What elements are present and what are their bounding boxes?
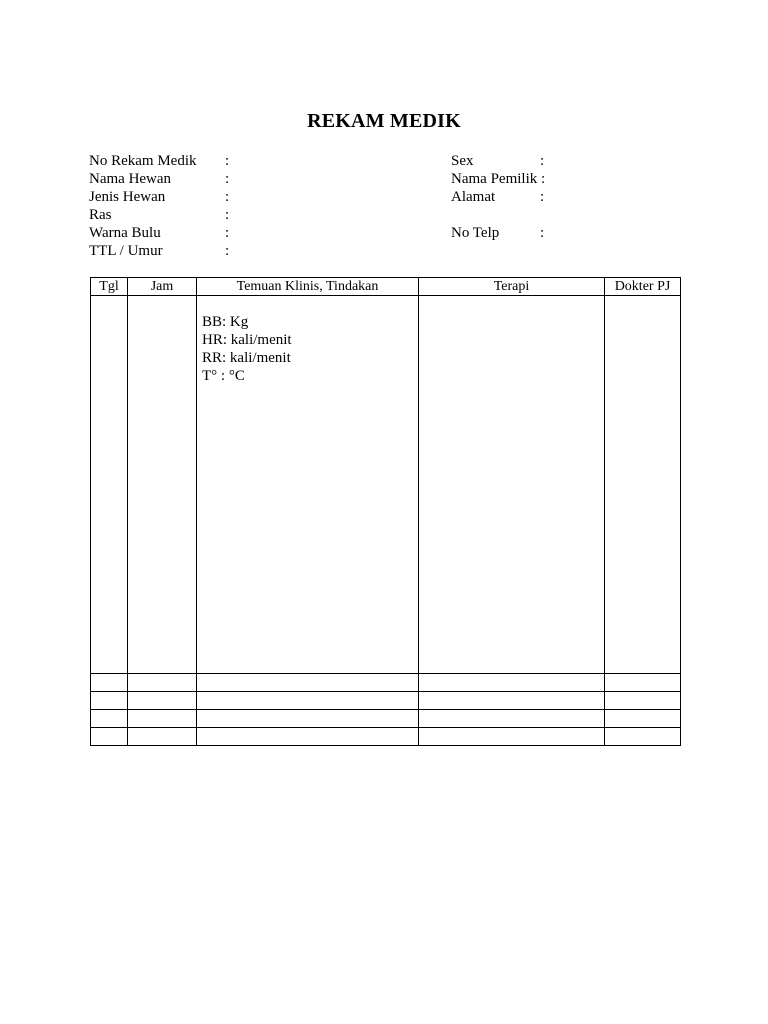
cell-tgl[interactable]: [91, 674, 128, 692]
cell-dokter-pj[interactable]: [605, 728, 681, 746]
colon-warna-bulu: :: [225, 225, 230, 241]
label-alamat: Alamat: [451, 189, 496, 205]
colon-nama-hewan: :: [225, 171, 230, 187]
cell-tgl[interactable]: [91, 692, 128, 710]
cell-terapi[interactable]: [419, 296, 605, 674]
cell-temuan-klinis[interactable]: [197, 710, 419, 728]
vitals-list: [197, 296, 418, 385]
table-row: [91, 296, 681, 674]
cell-jam[interactable]: [128, 296, 197, 674]
table-row: [91, 674, 681, 692]
label-warna-bulu: Warna Bulu: [89, 225, 161, 241]
cell-terapi[interactable]: [419, 674, 605, 692]
label-nama-pemilik: Nama Pemilik :: [451, 171, 546, 187]
cell-terapi[interactable]: [419, 692, 605, 710]
colon-no-rekam-medik: :: [225, 153, 230, 169]
cell-temuan-klinis[interactable]: [197, 674, 419, 692]
cell-temuan-klinis[interactable]: [197, 692, 419, 710]
label-nama-hewan: Nama Hewan: [89, 171, 172, 187]
header-dokter-pj: Dokter PJ: [605, 278, 681, 296]
cell-terapi[interactable]: [419, 710, 605, 728]
vital-temperature: T° : °C: [202, 368, 245, 384]
table-row: [91, 692, 681, 710]
header-tgl: Tgl: [91, 278, 128, 296]
label-sex: Sex: [451, 153, 474, 169]
colon-no-telp: :: [540, 225, 545, 241]
cell-dokter-pj[interactable]: [605, 692, 681, 710]
label-no-rekam-medik: No Rekam Medik: [89, 153, 197, 169]
cell-jam[interactable]: [128, 710, 197, 728]
vital-hr: HR: kali/menit: [202, 332, 292, 348]
cell-jam[interactable]: [128, 674, 197, 692]
header-terapi: Terapi: [419, 278, 605, 296]
cell-jam[interactable]: [128, 728, 197, 746]
vital-bb: BB: Kg: [202, 314, 249, 330]
cell-terapi[interactable]: [419, 728, 605, 746]
label-ras: Ras: [89, 207, 112, 223]
colon-alamat: :: [540, 189, 545, 205]
colon-ttl-umur: :: [225, 243, 230, 259]
table-header-row: [91, 278, 681, 296]
cell-jam[interactable]: [128, 692, 197, 710]
colon-sex: :: [540, 153, 545, 169]
cell-temuan-klinis[interactable]: [197, 296, 419, 674]
cell-dokter-pj[interactable]: [605, 674, 681, 692]
cell-tgl[interactable]: [91, 710, 128, 728]
table-row: [91, 710, 681, 728]
document-title: REKAM MEDIK: [307, 110, 461, 132]
colon-ras: :: [225, 207, 230, 223]
colon-jenis-hewan: :: [225, 189, 230, 205]
medical-record-table: [90, 277, 681, 746]
table-row: [91, 728, 681, 746]
label-no-telp: No Telp: [451, 225, 500, 241]
cell-temuan-klinis[interactable]: [197, 728, 419, 746]
label-ttl-umur: TTL / Umur: [89, 243, 163, 259]
cell-tgl[interactable]: [91, 296, 128, 674]
cell-dokter-pj[interactable]: [605, 296, 681, 674]
vital-rr: RR: kali/menit: [202, 350, 291, 366]
label-jenis-hewan: Jenis Hewan: [89, 189, 166, 205]
cell-dokter-pj[interactable]: [605, 710, 681, 728]
header-temuan-klinis: Temuan Klinis, Tindakan: [197, 278, 419, 296]
header-jam: Jam: [128, 278, 197, 296]
cell-tgl[interactable]: [91, 728, 128, 746]
